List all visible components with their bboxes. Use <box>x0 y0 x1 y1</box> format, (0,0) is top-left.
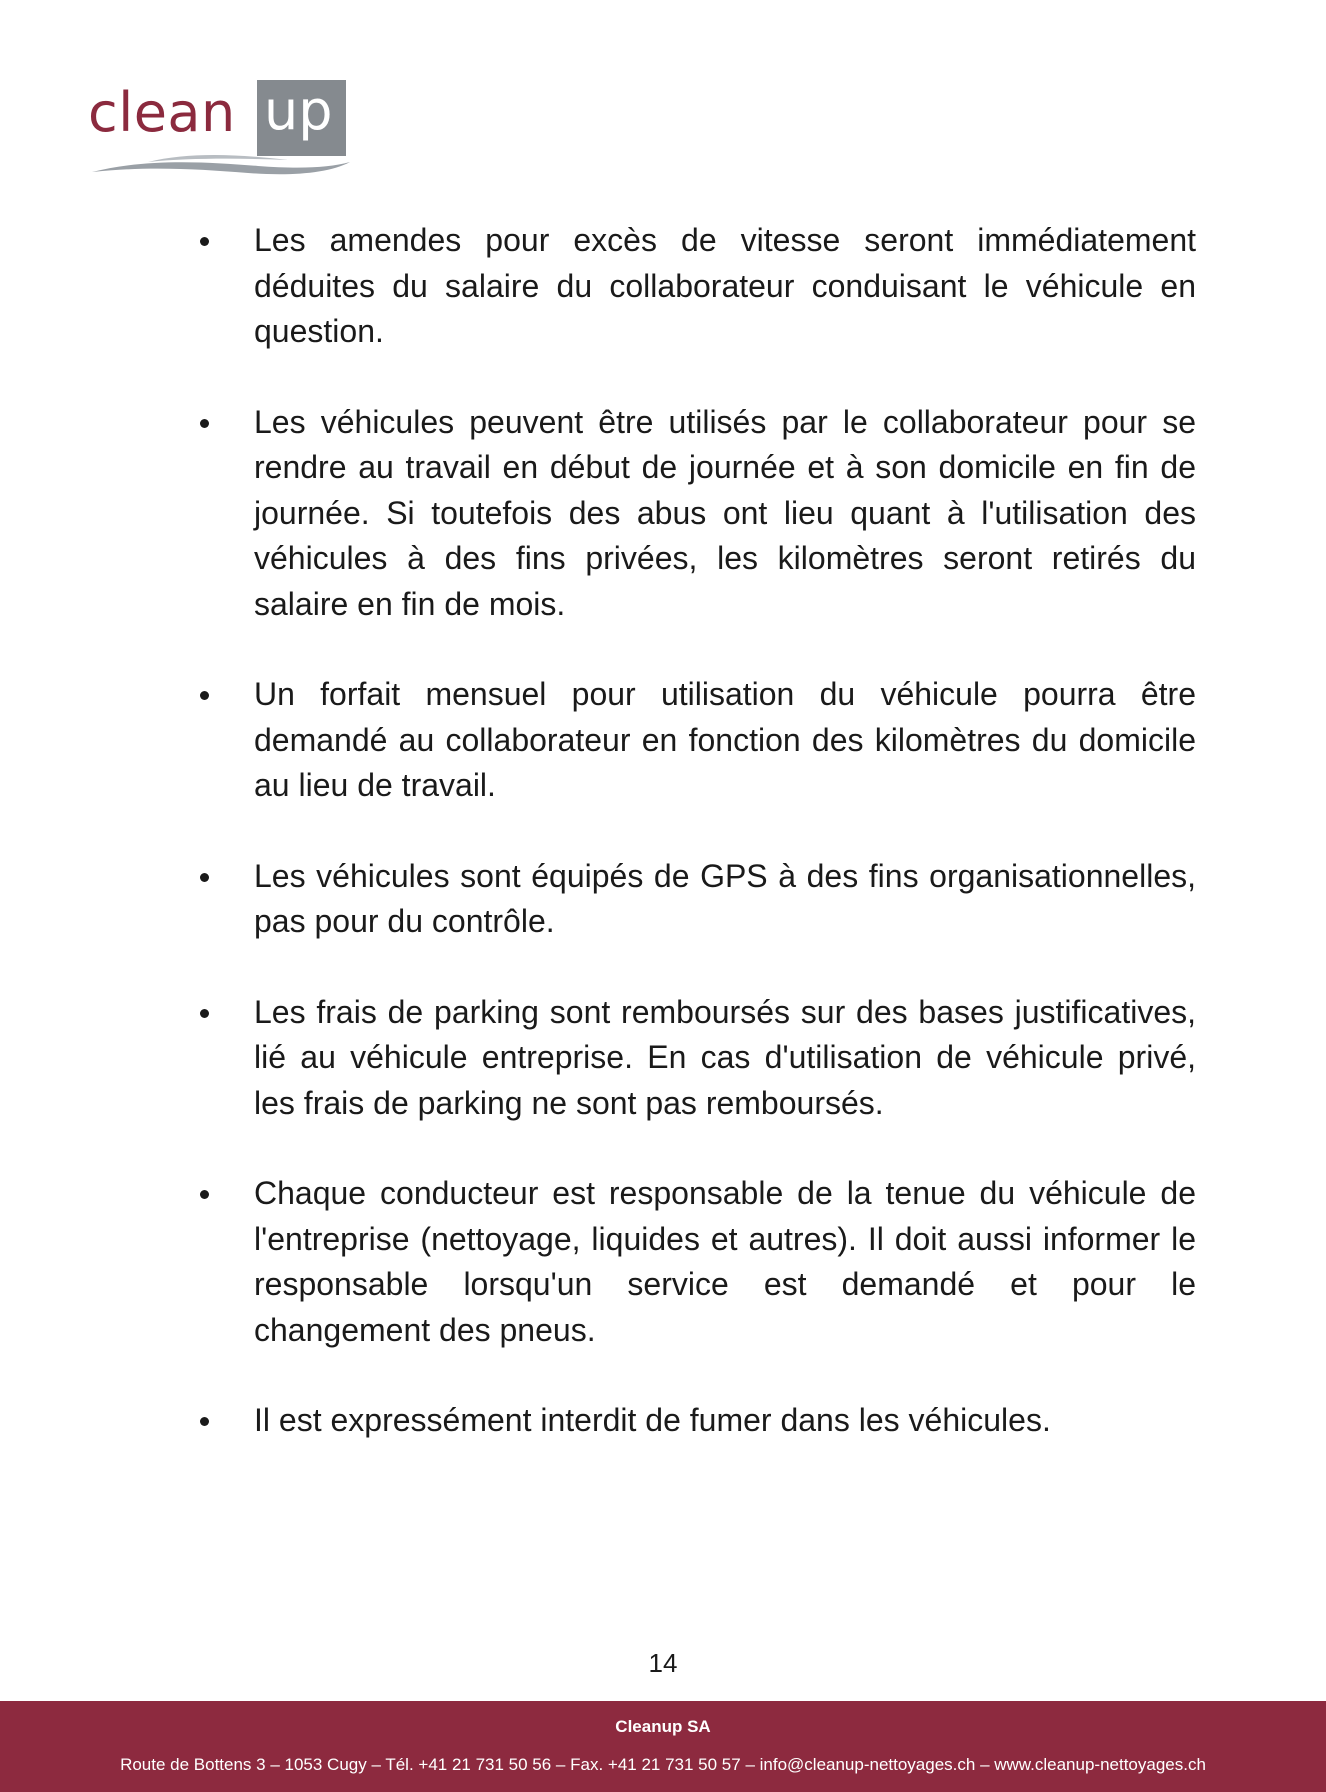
list-item-text: Les amendes pour excès de vitesse seront immédiatement déduites du salaire du collaborateur conduisant le véhicule en question. <box>254 222 1196 349</box>
list-item <box>200 1398 1200 1444</box>
list-item-text: Les véhicules peuvent être utilisés par le collaborateur pour se rendre au travail en début de journée et à son domicile en fin de journée. Si toutefois des abus ont lieu quant à l'utilisation des véhicules à des fins privées, les kilomètres seront retirés du salaire en fin de mois. <box>254 403 1196 622</box>
list-item <box>200 1171 1200 1353</box>
list-item <box>200 990 1200 1127</box>
list-item-text: Un forfait mensuel pour utilisation du véhicule pourra être demandé au collaborateur en fonction des kilomètres du domicile au lieu de travail. <box>254 676 1196 803</box>
list-item <box>200 854 1200 945</box>
bullet-dot-icon <box>200 218 254 263</box>
logo-word-up: up <box>264 79 333 142</box>
list-item-text: Chaque conducteur est responsable de la tenue du véhicule de l'entreprise (nettoyage, liquides et autres). Il doit aussi informer le responsable lorsqu'un service est demandé et pour le changement des pneus. <box>254 1175 1196 1348</box>
list-item-text: Les véhicules sont équipés de GPS à des fins organisationnelles, pas pour du contrôle. <box>254 857 1196 939</box>
logo-word-clean: clean <box>88 81 236 144</box>
footer-address: Route de Bottens 3 – 1053 Cugy – Tél. +41 21 731 50 56 – Fax. +41 21 731 50 57 – info@cleanup-nettoyages.ch – www.cleanup-nettoyages.ch <box>120 1755 1206 1774</box>
bullet-dot-icon <box>200 1398 254 1443</box>
bullet-dot-icon <box>200 400 254 445</box>
list-item <box>200 672 1200 809</box>
list-item <box>200 218 1200 355</box>
bullet-dot-icon <box>200 1171 254 1216</box>
footer <box>0 1701 1326 1792</box>
list-item <box>200 400 1200 628</box>
list-item-text: Il est expressément interdit de fumer dans les véhicules. <box>254 1402 1051 1438</box>
bullet-dot-icon <box>200 854 254 899</box>
company-logo <box>88 78 368 178</box>
page-number: 14 <box>648 1648 678 1678</box>
bullet-dot-icon <box>200 672 254 717</box>
bullet-dot-icon <box>200 990 254 1035</box>
footer-company-name: Cleanup SA <box>615 1717 711 1736</box>
list-item-text: Les frais de parking sont remboursés sur des bases justificatives, lié au véhicule entreprise. En cas d'utilisation de véhicule privé, les frais de parking ne sont pas remboursés. <box>254 993 1196 1121</box>
logo-wave-icon <box>88 140 358 180</box>
bullet-list <box>200 218 1200 1489</box>
